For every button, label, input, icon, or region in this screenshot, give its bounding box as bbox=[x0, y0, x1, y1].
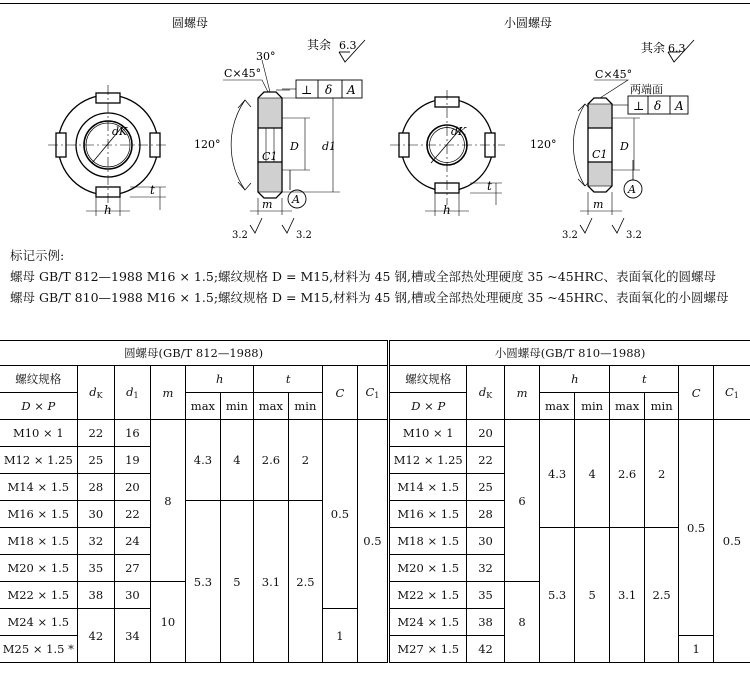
table-cell-spec: M12 × 1.25 bbox=[389, 447, 467, 474]
r-header-h-min: min bbox=[574, 393, 610, 420]
right-fcf-tol: δ bbox=[654, 99, 662, 113]
r-header-h: h bbox=[540, 366, 610, 393]
table-cell-h-min: 4 bbox=[574, 420, 610, 528]
table-cell-dk: 38 bbox=[77, 582, 115, 609]
table-cell-d1: 20 bbox=[115, 474, 151, 501]
table-cell-d1: 24 bbox=[115, 528, 151, 555]
right-figure-title: 小圆螺母 bbox=[503, 16, 553, 30]
table-cell-C: 1 bbox=[323, 609, 358, 663]
header-d1: $d_1$ bbox=[115, 366, 151, 420]
table-cell-t-max: 3.1 bbox=[610, 528, 645, 663]
table-cell-spec: M25 × 1.5 * bbox=[0, 636, 77, 663]
right-dim-D: D bbox=[620, 140, 629, 153]
header-h-max: max bbox=[186, 393, 221, 420]
r-header-dxp: D × P bbox=[389, 393, 467, 420]
table-cell-spec: M22 × 1.5 bbox=[389, 582, 467, 609]
header-thread-spec: 螺纹规格 bbox=[0, 366, 77, 393]
r-header-dk: $d_K$ bbox=[467, 366, 505, 420]
table-cell-C: 0.5 bbox=[679, 420, 714, 636]
table-cell-d1: 34 bbox=[115, 609, 151, 663]
header-m: m bbox=[150, 366, 186, 420]
right-dim-c1: C1 bbox=[592, 148, 608, 161]
table-cell-spec: M16 × 1.5 bbox=[389, 501, 467, 528]
table-cell-d1: 16 bbox=[115, 420, 151, 447]
right-dim-dk: dK bbox=[451, 125, 467, 138]
right-roughness-prefix: 其余 bbox=[641, 41, 666, 55]
table-cell-d1: 27 bbox=[115, 555, 151, 582]
right-two-end-faces: 两端面 bbox=[630, 83, 663, 96]
table-cell-d1: 30 bbox=[115, 582, 151, 609]
table-cell-dk: 30 bbox=[467, 528, 505, 555]
table-cell-t-min: 2 bbox=[644, 420, 679, 528]
right-chamfer: C×45° bbox=[595, 68, 633, 81]
r-header-t-min: min bbox=[644, 393, 679, 420]
table-cell-spec: M20 × 1.5 bbox=[389, 555, 467, 582]
left-table-title: 圆螺母(GB/T 812—1988) bbox=[0, 341, 389, 366]
table-cell-spec: M24 × 1.5 bbox=[0, 609, 77, 636]
header-h: h bbox=[186, 366, 254, 393]
table-cell-dk: 20 bbox=[467, 420, 505, 447]
table-cell-h-max: 4.3 bbox=[186, 420, 221, 501]
table-cell-dk: 35 bbox=[467, 582, 505, 609]
header-t: t bbox=[254, 366, 323, 393]
right-datum: A bbox=[628, 183, 636, 196]
table-cell-t-max: 2.6 bbox=[610, 420, 645, 528]
left-figure-title: 圆螺母 bbox=[171, 16, 209, 30]
table-cell-dk: 22 bbox=[77, 420, 115, 447]
left-dim-m: m bbox=[262, 198, 273, 211]
notes-line-1: 螺母 GB/T 812—1988 M16 × 1.5;螺纹规格 D = M15,材料为 45 钢,槽或全部热处理硬度 35 ~45HRC、表面氧化的圆螺母 bbox=[10, 269, 717, 284]
r-header-C: C bbox=[679, 366, 714, 420]
table-cell-spec: M10 × 1 bbox=[389, 420, 467, 447]
left-dim-t: t bbox=[150, 183, 155, 197]
table-cell-d1: 22 bbox=[115, 501, 151, 528]
table-cell-dk: 28 bbox=[77, 474, 115, 501]
table-cell-C1: 0.5 bbox=[357, 420, 389, 663]
notes-heading: 标记示例: bbox=[10, 248, 65, 263]
table-cell-t-min: 2 bbox=[288, 420, 323, 501]
table-cell-spec: M14 × 1.5 bbox=[0, 474, 77, 501]
r-header-t-max: max bbox=[610, 393, 645, 420]
table-cell-dk: 25 bbox=[467, 474, 505, 501]
left-fcf-symbol: ⊥ bbox=[301, 83, 313, 97]
left-angle-120: 120° bbox=[194, 138, 221, 151]
table-cell-dk: 35 bbox=[77, 555, 115, 582]
table-cell-spec: M10 × 1 bbox=[0, 420, 77, 447]
table-cell-t-max: 3.1 bbox=[254, 501, 289, 663]
table-cell-spec: M12 × 1.25 bbox=[0, 447, 77, 474]
table-cell-m: 8 bbox=[504, 582, 540, 663]
left-rough-32a: 3.2 bbox=[232, 230, 248, 241]
table-cell-spec: M20 × 1.5 bbox=[0, 555, 77, 582]
small-round-nut-front-view bbox=[390, 90, 505, 216]
table-cell-h-max: 5.3 bbox=[186, 501, 221, 663]
table-cell-C: 0.5 bbox=[323, 420, 358, 609]
table-cell-h-max: 5.3 bbox=[540, 528, 575, 663]
left-dim-c1: C1 bbox=[262, 150, 278, 163]
right-table-title: 小圆螺母(GB/T 810—1988) bbox=[389, 341, 750, 366]
table-cell-m: 10 bbox=[150, 582, 186, 663]
table-cell-t-max: 2.6 bbox=[254, 420, 289, 501]
table-cell-h-max: 4.3 bbox=[540, 420, 575, 528]
table-cell-dk: 22 bbox=[467, 447, 505, 474]
header-dk: $d_K$ bbox=[77, 366, 115, 420]
table-cell-dk: 25 bbox=[77, 447, 115, 474]
table-cell-dk: 42 bbox=[77, 609, 115, 663]
left-dim-dk: dK bbox=[112, 125, 128, 138]
header-h-min: min bbox=[220, 393, 253, 420]
table-cell-spec: M27 × 1.5 bbox=[389, 636, 467, 663]
left-roughness-value: 6.3 bbox=[339, 39, 357, 52]
table-cell-m: 6 bbox=[504, 420, 540, 582]
table-cell-spec: M14 × 1.5 bbox=[389, 474, 467, 501]
right-dim-h: h bbox=[443, 203, 451, 217]
r-header-m: m bbox=[504, 366, 540, 420]
table-cell-h-min: 5 bbox=[574, 528, 610, 663]
left-rough-32b: 3.2 bbox=[296, 230, 312, 241]
left-fcf-tol: δ bbox=[325, 83, 333, 97]
right-dim-t: t bbox=[487, 179, 492, 193]
table-cell-spec: M22 × 1.5 bbox=[0, 582, 77, 609]
table-cell-dk: 32 bbox=[77, 528, 115, 555]
header-t-min: min bbox=[288, 393, 323, 420]
right-fcf-symbol: ⊥ bbox=[633, 99, 645, 113]
small-round-nut-side-view bbox=[573, 40, 694, 233]
table-cell-t-min: 2.5 bbox=[644, 528, 679, 663]
right-rough-32a: 3.2 bbox=[562, 230, 578, 241]
left-dim-h: h bbox=[104, 203, 112, 217]
table-cell-dk: 42 bbox=[467, 636, 505, 663]
table-cell-t-min: 2.5 bbox=[288, 501, 323, 663]
table-cell-h-min: 4 bbox=[220, 420, 253, 501]
left-chamfer: C×45° bbox=[224, 67, 262, 80]
table-cell-spec: M18 × 1.5 bbox=[0, 528, 77, 555]
header-C: C bbox=[323, 366, 358, 420]
right-rough-32b: 3.2 bbox=[626, 230, 642, 241]
right-fcf-datum: A bbox=[675, 99, 684, 113]
header-t-max: max bbox=[254, 393, 289, 420]
spec-table bbox=[0, 340, 750, 663]
r-header-t: t bbox=[610, 366, 679, 393]
table-cell-C1: 0.5 bbox=[713, 420, 750, 663]
left-fcf-datum: A bbox=[347, 83, 356, 97]
notes-line-2: 螺母 GB/T 810—1988 M16 × 1.5;螺纹规格 D = M15,材料为 45 钢,槽或全部热处理硬度 35 ~45HRC、表面氧化的小圆螺母 bbox=[10, 290, 729, 305]
table-cell-spec: M24 × 1.5 bbox=[389, 609, 467, 636]
left-dim-D: D bbox=[290, 140, 299, 153]
left-angle-30: 30° bbox=[256, 50, 276, 63]
right-roughness-value: 6.3 bbox=[668, 42, 686, 55]
right-dim-m: m bbox=[593, 198, 604, 211]
table-cell-h-min: 5 bbox=[220, 501, 253, 663]
r-header-h-max: max bbox=[540, 393, 575, 420]
right-angle-120: 120° bbox=[530, 138, 557, 151]
table-cell-d1: 19 bbox=[115, 447, 151, 474]
left-roughness-prefix: 其余 bbox=[307, 38, 332, 52]
nut-drawings bbox=[0, 0, 750, 245]
table-cell-m: 8 bbox=[150, 420, 186, 582]
table-cell-C: 1 bbox=[679, 636, 714, 663]
table-cell-spec: M18 × 1.5 bbox=[389, 528, 467, 555]
r-header-C1: $C_1$ bbox=[713, 366, 750, 420]
r-header-thread-spec: 螺纹规格 bbox=[389, 366, 467, 393]
marking-examples bbox=[10, 245, 745, 308]
left-datum: A bbox=[292, 193, 300, 206]
table-cell-spec: M16 × 1.5 bbox=[0, 501, 77, 528]
header-C1: $C_1$ bbox=[357, 366, 389, 420]
table-cell-dk: 32 bbox=[467, 555, 505, 582]
table-cell-dk: 28 bbox=[467, 501, 505, 528]
left-dim-d1: d1 bbox=[322, 140, 337, 153]
header-dxp: D × P bbox=[0, 393, 77, 420]
table-cell-dk: 30 bbox=[77, 501, 115, 528]
table-cell-dk: 38 bbox=[467, 609, 505, 636]
